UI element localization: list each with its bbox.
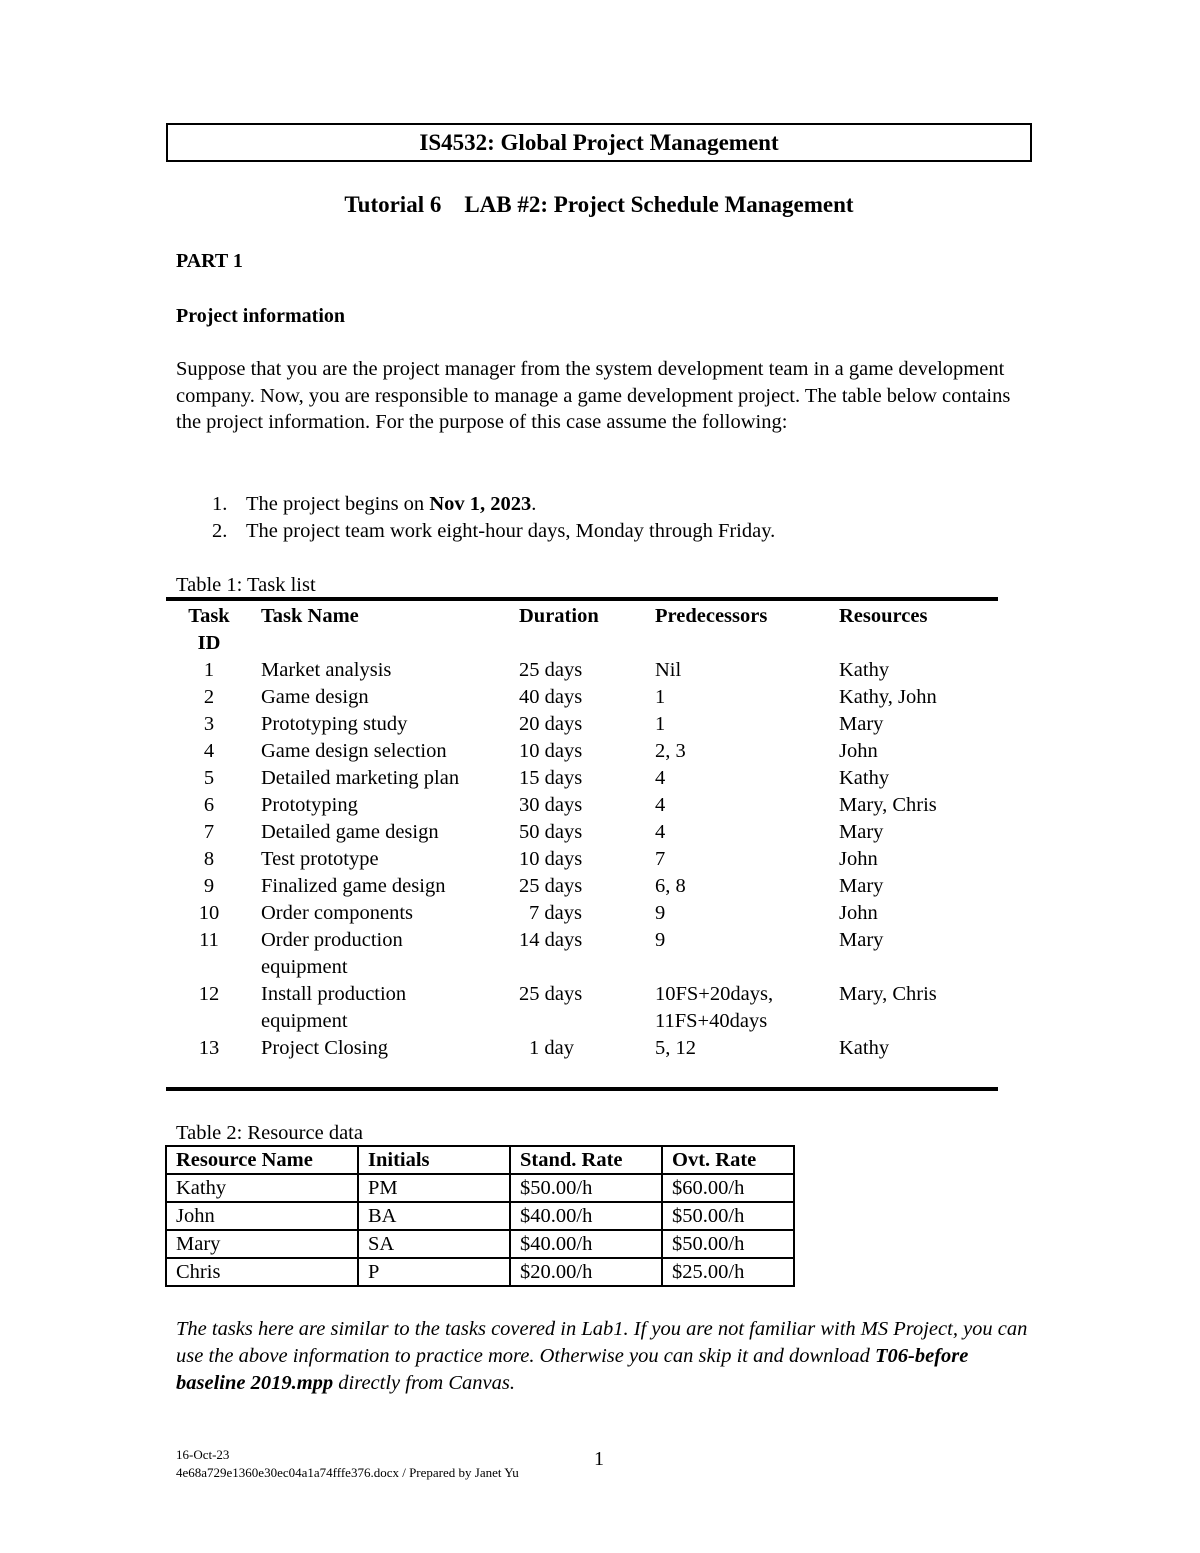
header-predecessors: Predecessors: [655, 605, 768, 627]
standard-rate-cell: $40.00/h: [510, 1202, 662, 1230]
initials-cell: P: [358, 1258, 510, 1286]
overtime-rate-cell: $60.00/h: [662, 1174, 794, 1202]
task-list-table: [166, 603, 998, 1062]
footer-file-info: 4e68a729e1360e30ec04a1a74fffe376.docx / Prepared by Janet Yu: [176, 1465, 519, 1480]
header-duration: Duration: [519, 605, 599, 627]
resource-name-cell: John: [166, 1202, 358, 1230]
table-row: [166, 927, 998, 981]
predecessors-cell: 2, 3: [655, 740, 686, 762]
predecessors-cell: Nil: [655, 659, 682, 681]
resources-cell: Mary: [839, 875, 884, 897]
assumption-text-end: .: [531, 493, 537, 515]
table-row: [166, 1258, 794, 1286]
task-id-cell: 3: [203, 713, 215, 735]
resources-cell: Kathy: [839, 767, 890, 789]
resource-name-cell: Chris: [166, 1258, 358, 1286]
task-id-cell: 11: [199, 929, 219, 951]
assumption-text: The project team work eight-hour days, Monday through Friday.: [246, 520, 776, 542]
task-name-cell: Prototyping study: [261, 713, 408, 735]
resources-cell: Mary, Chris: [839, 794, 937, 816]
task-name-cell: Game design: [261, 686, 369, 708]
predecessors-cell: 7: [655, 848, 666, 870]
table1-caption: Table 1: Task list: [176, 574, 316, 596]
table2-caption: Table 2: Resource data: [176, 1122, 363, 1144]
task-id-cell: 9: [203, 875, 215, 897]
duration-cell: 50 days: [519, 821, 583, 843]
assumption-number: 1.: [212, 493, 228, 515]
predecessors-cell: 9: [655, 902, 666, 924]
predecessors-cell: 4: [655, 794, 666, 816]
task-name-cell: Detailed game design: [261, 821, 439, 843]
footer-date: 16-Oct-23: [176, 1447, 230, 1462]
section-heading: Project information: [176, 305, 346, 327]
table-row: [166, 846, 998, 873]
predecessors-cell: 1: [655, 713, 666, 735]
assumption-item: [176, 491, 775, 518]
header-resource-name: Resource Name: [166, 1146, 358, 1174]
resources-cell: John: [839, 848, 878, 870]
page-footer: [176, 1446, 519, 1482]
duration-cell: 1 day: [529, 1037, 574, 1059]
header-resources: Resources: [839, 605, 928, 627]
table1-bottom-rule: [166, 1087, 998, 1091]
duration-cell: 40 days: [519, 686, 583, 708]
duration-cell: 7 days: [529, 902, 582, 924]
note-text: The tasks here are similar to the tasks covered in Lab1. If you are not familiar with MS Project, you can use the above information to practice more. Otherwise you can skip it and download: [176, 1318, 1028, 1367]
table-row: [166, 765, 998, 792]
task-id-cell: 1: [203, 659, 215, 681]
resources-cell: Kathy: [839, 659, 890, 681]
task-id-cell: 5: [203, 767, 215, 789]
header-task-id: Task ID: [188, 605, 230, 654]
table-row: [166, 819, 998, 846]
lab-note: [176, 1316, 1036, 1397]
duration-cell: 25 days: [519, 659, 583, 681]
resources-cell: Kathy, John: [839, 686, 937, 708]
task-name-cell: Order production equipment: [261, 929, 403, 978]
table-row: [166, 873, 998, 900]
page-number: 1: [594, 1448, 604, 1470]
table-row: [166, 738, 998, 765]
task-id-cell: 4: [203, 740, 215, 762]
duration-cell: 25 days: [519, 983, 583, 1005]
overtime-rate-cell: $50.00/h: [662, 1202, 794, 1230]
overtime-rate-cell: $50.00/h: [662, 1230, 794, 1258]
task-name-cell: Test prototype: [261, 848, 379, 870]
table-header-row: [166, 1146, 794, 1174]
table-row: [166, 1230, 794, 1258]
header-initials: Initials: [358, 1146, 510, 1174]
task-id-cell: 10: [198, 902, 220, 924]
tutorial-subtitle: Tutorial 6 LAB #2: Project Schedule Management: [344, 192, 854, 217]
table-row: [166, 1202, 794, 1230]
resources-cell: Mary: [839, 929, 884, 951]
header-task-name: Task Name: [261, 605, 359, 627]
assumption-start-date: Nov 1, 2023: [429, 493, 532, 515]
initials-cell: BA: [358, 1202, 510, 1230]
task-id-cell: 13: [198, 1037, 220, 1059]
duration-cell: 25 days: [519, 875, 583, 897]
resources-cell: Kathy: [839, 1037, 890, 1059]
assumption-item: [176, 518, 775, 545]
task-name-cell: Detailed marketing plan: [261, 767, 460, 789]
table-row: [166, 711, 998, 738]
standard-rate-cell: $50.00/h: [510, 1174, 662, 1202]
resources-cell: Mary: [839, 821, 884, 843]
table-row: [166, 1174, 794, 1202]
task-name-cell: Finalized game design: [261, 875, 446, 897]
header-standard-rate: Stand. Rate: [510, 1146, 662, 1174]
task-name-cell: Market analysis: [261, 659, 392, 681]
duration-cell: 30 days: [519, 794, 583, 816]
intro-paragraph: Suppose that you are the project manager from the system development team in a game development company. Now, you are responsible to manage a game development project. The table below contains the project information. For the purpose of this case assume the following:: [176, 358, 1011, 434]
assumption-text: The project begins on: [246, 493, 430, 515]
resource-data-table: [165, 1145, 795, 1287]
table1-top-rule: [166, 597, 998, 601]
table-row: [166, 981, 998, 1035]
task-id-cell: 8: [203, 848, 215, 870]
resources-cell: John: [839, 902, 878, 924]
predecessors-cell: 4: [655, 821, 666, 843]
table-row: [166, 900, 998, 927]
table-row: [166, 1035, 998, 1062]
duration-cell: 15 days: [519, 767, 583, 789]
predecessors-cell: 10FS+20days, 11FS+40days: [655, 983, 774, 1032]
overtime-rate-cell: $25.00/h: [662, 1258, 794, 1286]
table-row: [166, 684, 998, 711]
duration-cell: 20 days: [519, 713, 583, 735]
predecessors-cell: 5, 12: [655, 1037, 696, 1059]
standard-rate-cell: $40.00/h: [510, 1230, 662, 1258]
resource-name-cell: Kathy: [166, 1174, 358, 1202]
duration-cell: 14 days: [519, 929, 583, 951]
duration-cell: 10 days: [519, 740, 583, 762]
predecessors-cell: 1: [655, 686, 666, 708]
duration-cell: 10 days: [519, 848, 583, 870]
assumption-number: 2.: [212, 520, 228, 542]
header-overtime-rate: Ovt. Rate: [662, 1146, 794, 1174]
resource-name-cell: Mary: [166, 1230, 358, 1258]
table-row: [166, 657, 998, 684]
task-id-cell: 7: [203, 821, 215, 843]
task-name-cell: Install production equipment: [261, 983, 407, 1032]
task-id-cell: 12: [198, 983, 220, 1005]
note-text-end: directly from Canvas.: [333, 1372, 515, 1394]
standard-rate-cell: $20.00/h: [510, 1258, 662, 1286]
table-header-row: [166, 603, 998, 657]
course-title-box: [166, 123, 1032, 162]
task-name-cell: Project Closing: [261, 1037, 388, 1059]
predecessors-cell: 4: [655, 767, 666, 789]
predecessors-cell: 9: [655, 929, 666, 951]
predecessors-cell: 6, 8: [655, 875, 686, 897]
course-title: IS4532: Global Project Management: [419, 130, 779, 155]
part-label: PART 1: [176, 250, 243, 272]
task-name-cell: Prototyping: [261, 794, 358, 816]
resources-cell: John: [839, 740, 878, 762]
task-name-cell: Order components: [261, 902, 413, 924]
table-row: [166, 792, 998, 819]
task-name-cell: Game design selection: [261, 740, 447, 762]
task-id-cell: 6: [203, 794, 215, 816]
resources-cell: Mary: [839, 713, 884, 735]
task-id-cell: 2: [203, 686, 215, 708]
assumption-list: [176, 491, 775, 545]
initials-cell: PM: [358, 1174, 510, 1202]
note-filename: T06-before baseline 2019.mpp: [176, 1345, 969, 1394]
resources-cell: Mary, Chris: [839, 983, 937, 1005]
initials-cell: SA: [358, 1230, 510, 1258]
